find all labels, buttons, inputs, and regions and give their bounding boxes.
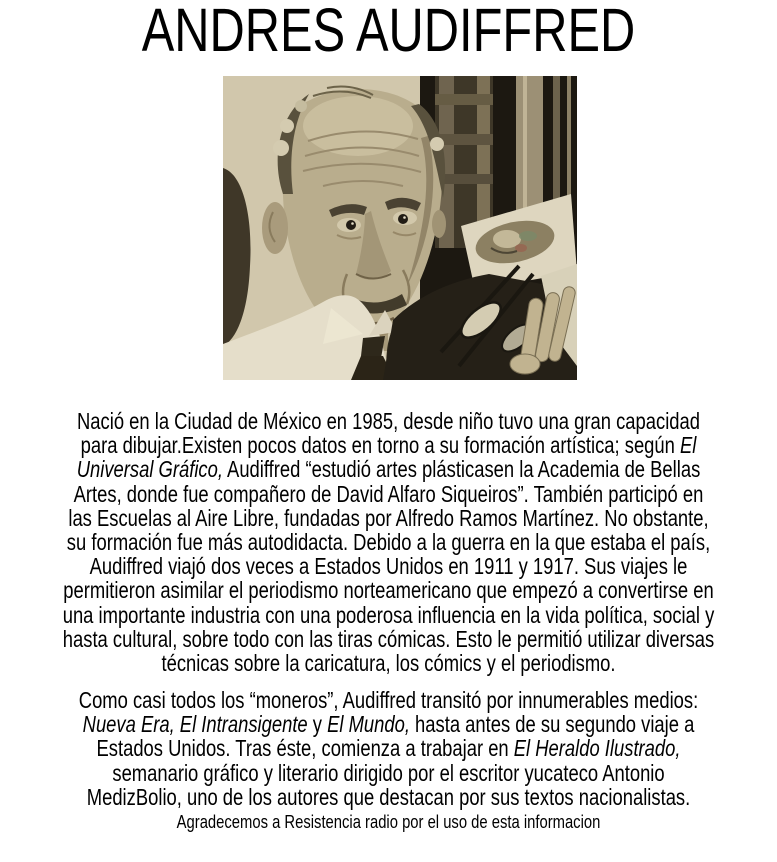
document-title: ANDRES AUDIFFRED	[141, 0, 636, 64]
text-run: Como casi todos los “moneros”, Audiffred transitó por innumerables medios:	[78, 687, 699, 713]
text-run: técnicas sobre la caricatura, los cómics y el periodismo.	[161, 650, 616, 677]
text-line	[0, 651, 777, 675]
text-line	[0, 433, 777, 457]
text-line	[0, 688, 777, 712]
text-line	[0, 578, 777, 602]
text-run: y	[307, 711, 328, 738]
photo-tint	[223, 76, 577, 380]
text-line	[0, 409, 777, 433]
text-run: hasta antes de su segundo viaje a	[409, 711, 695, 738]
text-run: para dibujar.Existen pocos datos en torno a su formación artística; según	[80, 432, 680, 459]
text-run: una importante industria con una poderosa influencia en la vida política, social y	[62, 601, 715, 628]
text-run: Estados Unidos. Tras éste, comienza a trabajar en	[96, 735, 514, 762]
text-line	[0, 761, 777, 785]
portrait-photo	[223, 76, 577, 380]
text-line	[0, 482, 777, 506]
text-line	[0, 554, 777, 578]
text-line	[0, 627, 777, 651]
text-run: Audiffred “estudió artes plásticasen la Academia de Bellas	[222, 456, 701, 483]
italic-run: El	[680, 432, 697, 459]
text-run: su formación fue más autodidacta. Debido a la guerra en la que estaba el país,	[66, 529, 711, 556]
italic-run: El Mundo,	[327, 711, 410, 738]
italic-run: Universal Gráfico,	[76, 456, 223, 483]
bio-paragraph-1	[0, 409, 777, 675]
portrait-photo-illustration	[223, 76, 577, 380]
text-line	[0, 785, 777, 809]
text-run: permitieron asimilar el periodismo norteamericano que empezó a convertirse en	[63, 577, 714, 604]
text-line	[0, 603, 777, 627]
italic-run: Nueva Era, El Intransigente	[82, 711, 308, 738]
text-line	[0, 712, 777, 736]
text-line	[0, 506, 777, 530]
text-line	[0, 530, 777, 554]
text-line	[0, 457, 777, 481]
text-run: Audiffred viajó dos veces a Estados Unidos en 1911 y 1917. Sus viajes le	[89, 553, 688, 580]
text-line	[0, 736, 777, 760]
credit-line: Agradecemos a Resistencia radio por el uso de esta informacion	[176, 811, 601, 832]
bio-paragraph-2	[0, 688, 777, 809]
text-run: hasta cultural, sobre todo con las tiras cómicas. Esto le permitió utilizar diversas	[62, 625, 715, 652]
text-run: MedizBolio, uno de los autores que destacan por sus textos nacionalistas.	[86, 783, 691, 810]
text-run: semanario gráfico y literario dirigido por el escritor yucateco Antonio	[112, 759, 665, 786]
italic-run: El Heraldo Ilustrado,	[513, 735, 681, 762]
text-run: las Escuelas al Aire Libre, fundadas por Alfredo Ramos Martínez. No obstante,	[68, 504, 709, 531]
text-run: Nació en la Ciudad de México en 1985, desde niño tuvo una gran capacidad	[77, 408, 700, 434]
text-run: Artes, donde fue compañero de David Alfaro Siqueiros”. También participó en	[73, 480, 704, 507]
